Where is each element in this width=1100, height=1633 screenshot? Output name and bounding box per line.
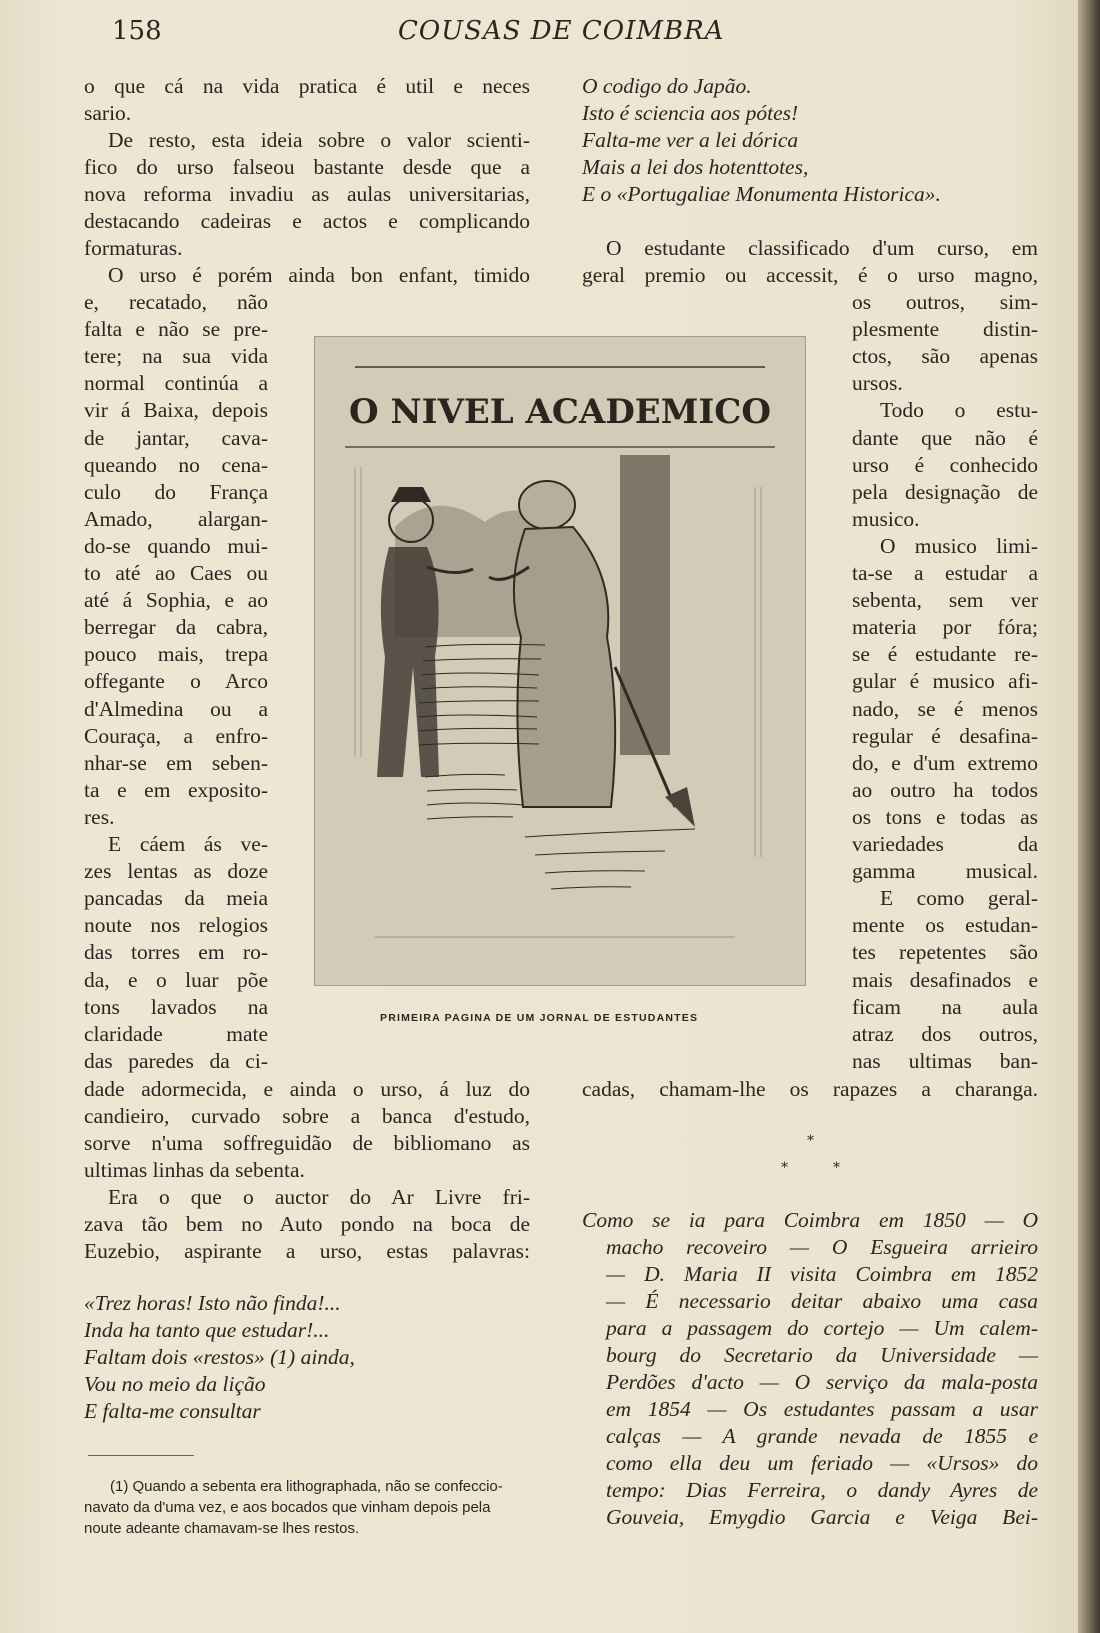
text-line: — É necessario deitar abaixo uma casa <box>606 1289 1038 1313</box>
newspaper-illustration <box>314 336 806 986</box>
text-line: E como geral- <box>880 886 1038 911</box>
text-line: destacando cadeiras e actos e complicando <box>84 209 530 233</box>
section-asterism: * <box>807 1133 814 1149</box>
text-line: nova reforma invadiu as aulas universitarias, <box>84 182 530 206</box>
text-line: das paredes da ci- <box>84 1048 268 1073</box>
text-line: ta e em exposito- <box>84 777 268 802</box>
text-line: — D. Maria II visita Coimbra em 1852 <box>606 1262 1038 1286</box>
text-line: O musico limi- <box>880 533 1038 558</box>
text-line: O codigo do Japão. <box>582 74 752 98</box>
text-line: pouco mais, trepa <box>84 642 268 667</box>
footnote-rule <box>88 1455 194 1456</box>
text-line: materia por fóra; <box>852 615 1038 640</box>
text-line: tons lavados na <box>84 994 268 1019</box>
text-line: ficam na aula <box>852 994 1038 1019</box>
footnote-line: noute adeante chamavam-se lhes restos. <box>84 1520 360 1537</box>
text-line: noute nos relogios <box>84 913 268 938</box>
text-line: Como se ia para Coimbra em 1850 — O <box>582 1208 1038 1232</box>
section-asterism: * <box>833 1160 840 1176</box>
text-line: Inda ha tanto que estudar!... <box>84 1318 330 1342</box>
text-line: Era o que o auctor do Ar Livre fri- <box>108 1185 530 1209</box>
text-line: macho recoveiro — O Esgueira arrieiro <box>606 1235 1038 1259</box>
text-line: O urso é porém ainda bon enfant, timido <box>108 263 530 287</box>
text-line: normal continúa a <box>84 371 268 396</box>
text-line: da, e o luar põe <box>84 967 268 992</box>
text-line: Gouveia, Emygdio Garcia e Veiga Bei- <box>606 1505 1038 1529</box>
text-line: fico do urso falseou bastante desde que a <box>84 155 530 179</box>
text-line: berregar da cabra, <box>84 615 268 640</box>
text-line: plesmente distin- <box>852 317 1038 342</box>
footnote-line: (1) Quando a sebenta era lithographada, não se confeccio- <box>110 1478 503 1495</box>
text-line: gular é musico afi- <box>852 669 1038 694</box>
text-line: zes lentas as doze <box>84 859 268 884</box>
text-line: tere; na sua vida <box>84 344 268 369</box>
text-line: variedades da <box>852 832 1038 856</box>
text-line: urso é conhecido <box>852 452 1038 477</box>
text-line: formaturas. <box>84 236 183 260</box>
text-line: Isto é sciencia aos pótes! <box>582 101 799 125</box>
text-line: Couraça, a enfro- <box>84 723 268 748</box>
text-line: das torres em ro- <box>84 940 268 965</box>
text-line: sorve n'uma soffreguidão de bibliomano as <box>84 1131 530 1155</box>
text-line: E o «Portugaliae Monumenta Historica». <box>582 182 941 206</box>
text-line: pela designação de <box>852 479 1038 504</box>
text-line: os tons e todas as <box>852 804 1038 829</box>
text-line: tempo: Dias Ferreira, o dandy Ayres de <box>606 1478 1038 1502</box>
text-line: d'Almedina ou a <box>84 696 268 721</box>
text-line: to até ao Caes ou <box>84 561 268 585</box>
running-title: COUSAS DE COIMBRA <box>398 16 725 46</box>
text-line: dade adormecida, e ainda o urso, á luz do <box>84 1077 530 1101</box>
text-line: vir á Baixa, depois <box>84 398 268 423</box>
text-line: ao outro ha todos <box>852 777 1038 802</box>
text-line: em 1854 — Os estudantes passam a usar <box>606 1397 1038 1421</box>
text-line: nas ultimas ban- <box>852 1048 1038 1073</box>
text-line: «Trez horas! Isto não finda!... <box>84 1291 341 1315</box>
text-line: regular é desafina- <box>852 723 1038 748</box>
text-line: ctos, são apenas <box>852 344 1038 369</box>
text-line: do, e d'um extremo <box>852 750 1038 775</box>
text-line: pancadas da meia <box>84 886 268 911</box>
text-line: calças — A grande nevada de 1855 e <box>606 1424 1038 1448</box>
text-line: e, recatado, não <box>84 290 268 314</box>
text-line: ta-se a estudar a <box>852 561 1038 585</box>
text-line: offegante o Arco <box>84 669 268 694</box>
text-line: para a passagem do cortejo — Um calem- <box>606 1316 1038 1340</box>
text-line: zava tão bem no Auto pondo na boca de <box>84 1212 530 1236</box>
text-line: do-se quando mui- <box>84 533 268 558</box>
text-line: o que cá na vida pratica é util e neces <box>84 74 530 98</box>
text-line: ultimas linhas da sebenta. <box>84 1158 305 1182</box>
text-line: E cáem ás ve- <box>108 832 268 856</box>
text-line: culo do França <box>84 479 268 504</box>
text-line: atraz dos outros, <box>852 1021 1038 1046</box>
text-line: Amado, alargan- <box>84 506 268 531</box>
text-line: E falta-me consultar <box>84 1399 261 1423</box>
text-line: como ella deu um feriado — «Ursos» do <box>606 1451 1038 1475</box>
illustration-drawing <box>315 337 805 985</box>
text-line: musico. <box>852 506 920 531</box>
text-line: os outros, sim- <box>852 290 1038 314</box>
text-line: gamma musical. <box>852 859 1038 884</box>
text-line: Euzebio, aspirante a urso, estas palavras: <box>84 1239 530 1263</box>
text-line: Mais a lei dos hotenttotes, <box>582 155 809 179</box>
text-line: bourg do Secretario da Universidade — <box>606 1343 1038 1367</box>
text-line: tes repetentes são <box>852 940 1038 965</box>
text-line: geral premio ou accessit, é o urso magno, <box>582 263 1038 287</box>
masthead-title: O NIVEL ACADEMICO <box>349 392 771 432</box>
text-line: De resto, esta ideia sobre o valor scienti- <box>108 128 530 152</box>
text-line: mais desafinados e <box>852 967 1038 992</box>
text-line: sario. <box>84 101 132 125</box>
text-line: queando no cena- <box>84 452 268 477</box>
footnote-line: navato da d'uma vez, e aos bocados que vinham depois pela <box>84 1499 491 1516</box>
text-line: se é estudante re- <box>852 642 1038 667</box>
text-line: de jantar, cava- <box>84 425 268 450</box>
text-line: res. <box>84 804 115 829</box>
text-line: Todo o estu- <box>880 398 1038 423</box>
text-line: sebenta, sem ver <box>852 588 1038 613</box>
text-line: nado, se é menos <box>852 696 1038 721</box>
text-line: candieiro, curvado sobre a banca d'estudo, <box>84 1104 530 1128</box>
text-line: O estudante classificado d'um curso, em <box>606 236 1038 260</box>
page-number: 158 <box>112 16 162 46</box>
text-line: Falta-me ver a lei dórica <box>582 128 799 152</box>
section-asterism: * <box>781 1160 788 1176</box>
text-line: Perdões d'acto — O serviço da mala-posta <box>606 1370 1038 1394</box>
figure-caption: PRIMEIRA PAGINA DE UM JORNAL DE ESTUDANTES <box>380 1012 699 1024</box>
text-line: claridade mate <box>84 1021 268 1046</box>
text-line: falta e não se pre- <box>84 317 268 342</box>
text-line: cadas, chamam-lhe os rapazes a charanga. <box>582 1077 1038 1101</box>
text-line: nhar-se em seben- <box>84 750 268 775</box>
text-line: dante que não é <box>852 425 1038 450</box>
text-line: Vou no meio da lição <box>84 1372 266 1396</box>
text-line: mente os estudan- <box>852 913 1038 938</box>
book-spine-edge <box>1078 0 1100 1633</box>
text-line: Faltam dois «restos» (1) ainda, <box>84 1345 355 1369</box>
text-line: até á Sophia, e ao <box>84 588 268 613</box>
text-line: ursos. <box>852 371 903 396</box>
